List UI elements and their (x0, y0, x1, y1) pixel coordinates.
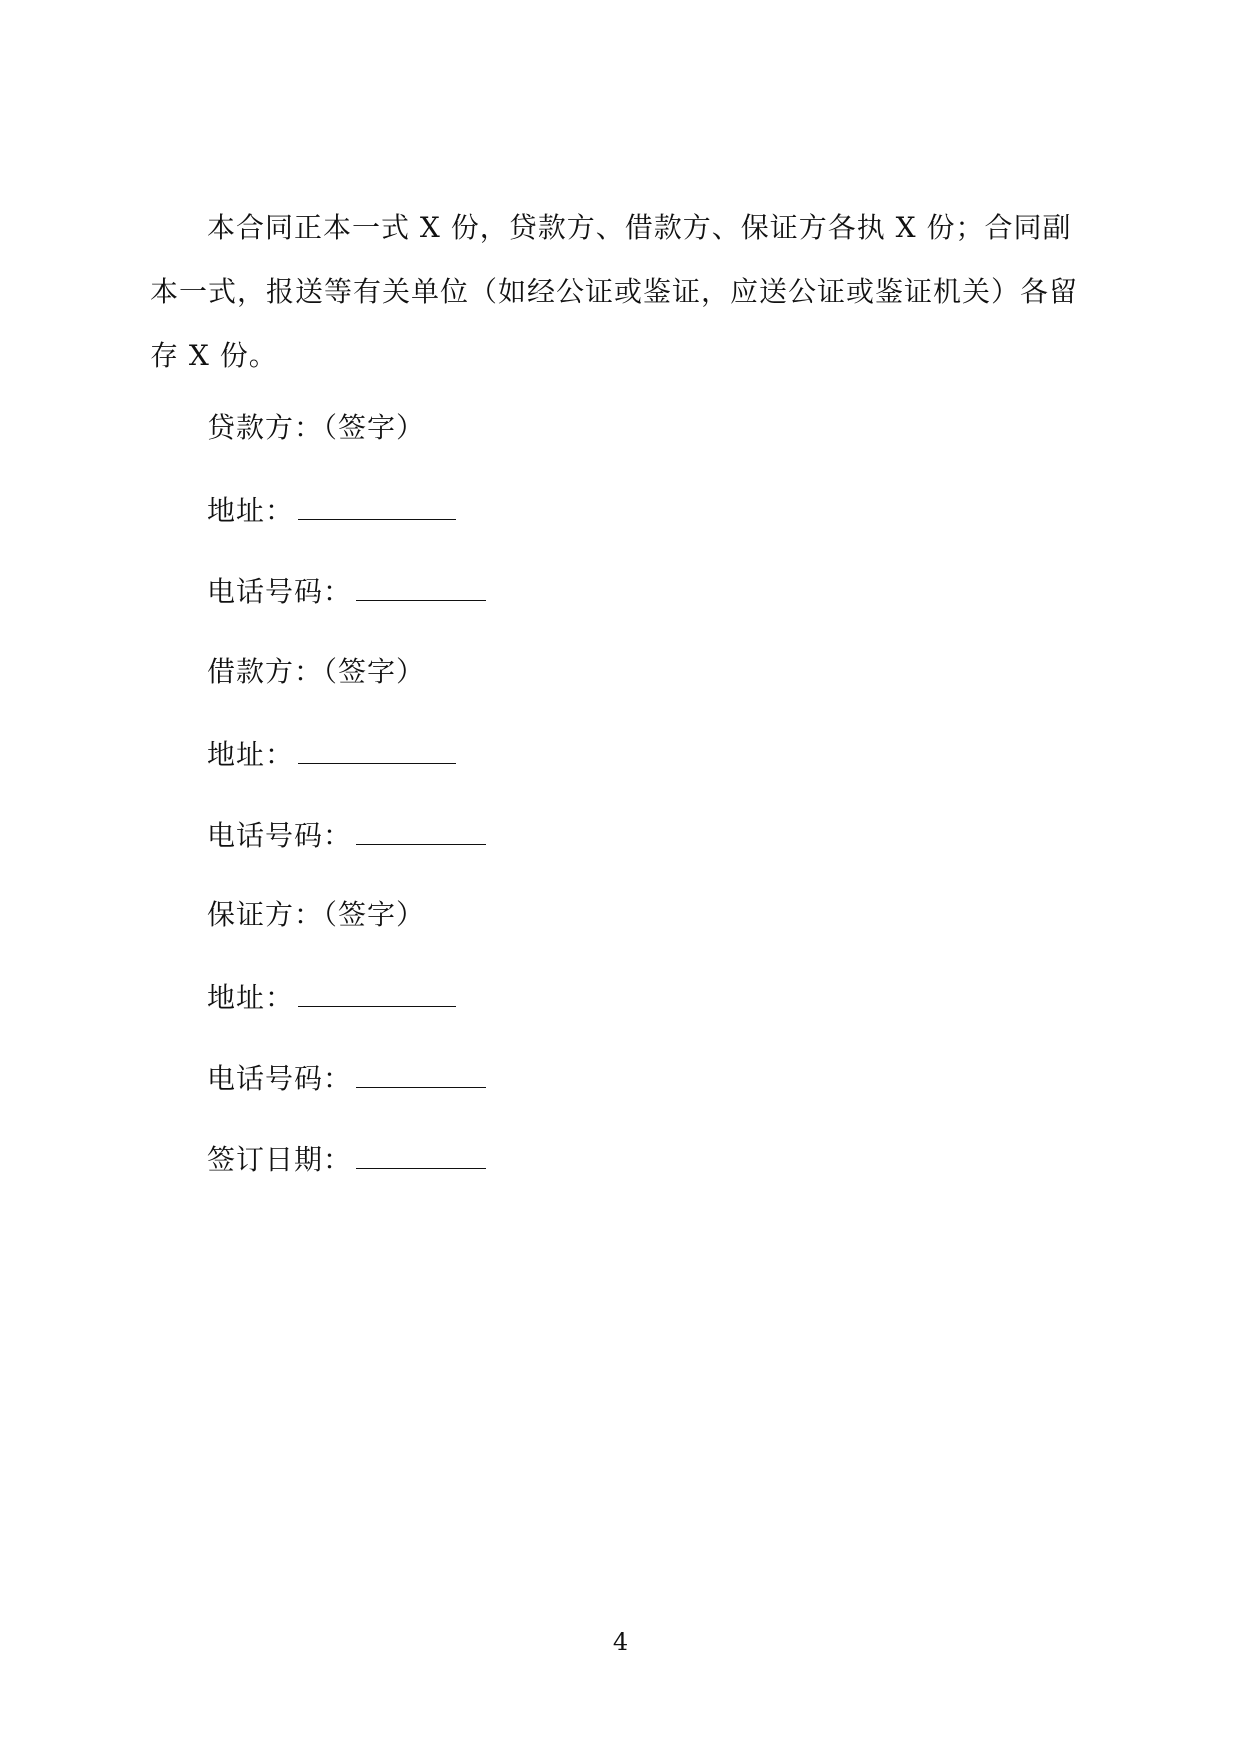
guarantor-phone-label: 电话号码： (207, 1062, 353, 1095)
lender-phone-label: 电话号码： (207, 575, 353, 608)
lender-address-label: 地址： (207, 494, 295, 527)
borrower-label: 借款方：（签字） (207, 655, 426, 688)
lender-label: 贷款方：（签字） (207, 411, 426, 444)
sign-date-line (207, 1138, 486, 1180)
lender-address-blank (298, 489, 456, 520)
sign-date-label: 签订日期： (207, 1143, 353, 1176)
guarantor-label: 保证方：（签字） (207, 898, 426, 931)
guarantor-address-blank (298, 976, 456, 1007)
borrower-signature-line (207, 652, 425, 692)
sign-date-blank (356, 1138, 486, 1169)
lender-signature-line (207, 408, 425, 448)
lender-phone-blank (356, 570, 486, 601)
borrower-phone-label: 电话号码： (207, 819, 353, 852)
copies-paragraph: 本合同正本一式 X 份，贷款方、借款方、保证方各执 X 份；合同副本一式，报送等有关单位（如经公证或鉴证，应送公证或鉴证机关）各留存 X 份。 (150, 211, 1079, 372)
guarantor-phone-line (207, 1057, 486, 1099)
borrower-phone-blank (356, 814, 486, 845)
borrower-address-label: 地址： (207, 738, 295, 771)
guarantor-address-line (207, 976, 456, 1018)
borrower-address-blank (298, 733, 456, 764)
page-number: 4 (612, 1628, 629, 1656)
guarantor-address-label: 地址： (207, 981, 295, 1014)
lender-address-line (207, 489, 456, 531)
guarantor-signature-line (207, 895, 425, 935)
guarantor-phone-blank (356, 1057, 486, 1088)
borrower-phone-line (207, 814, 486, 856)
lender-phone-line (207, 570, 486, 612)
borrower-address-line (207, 733, 456, 775)
